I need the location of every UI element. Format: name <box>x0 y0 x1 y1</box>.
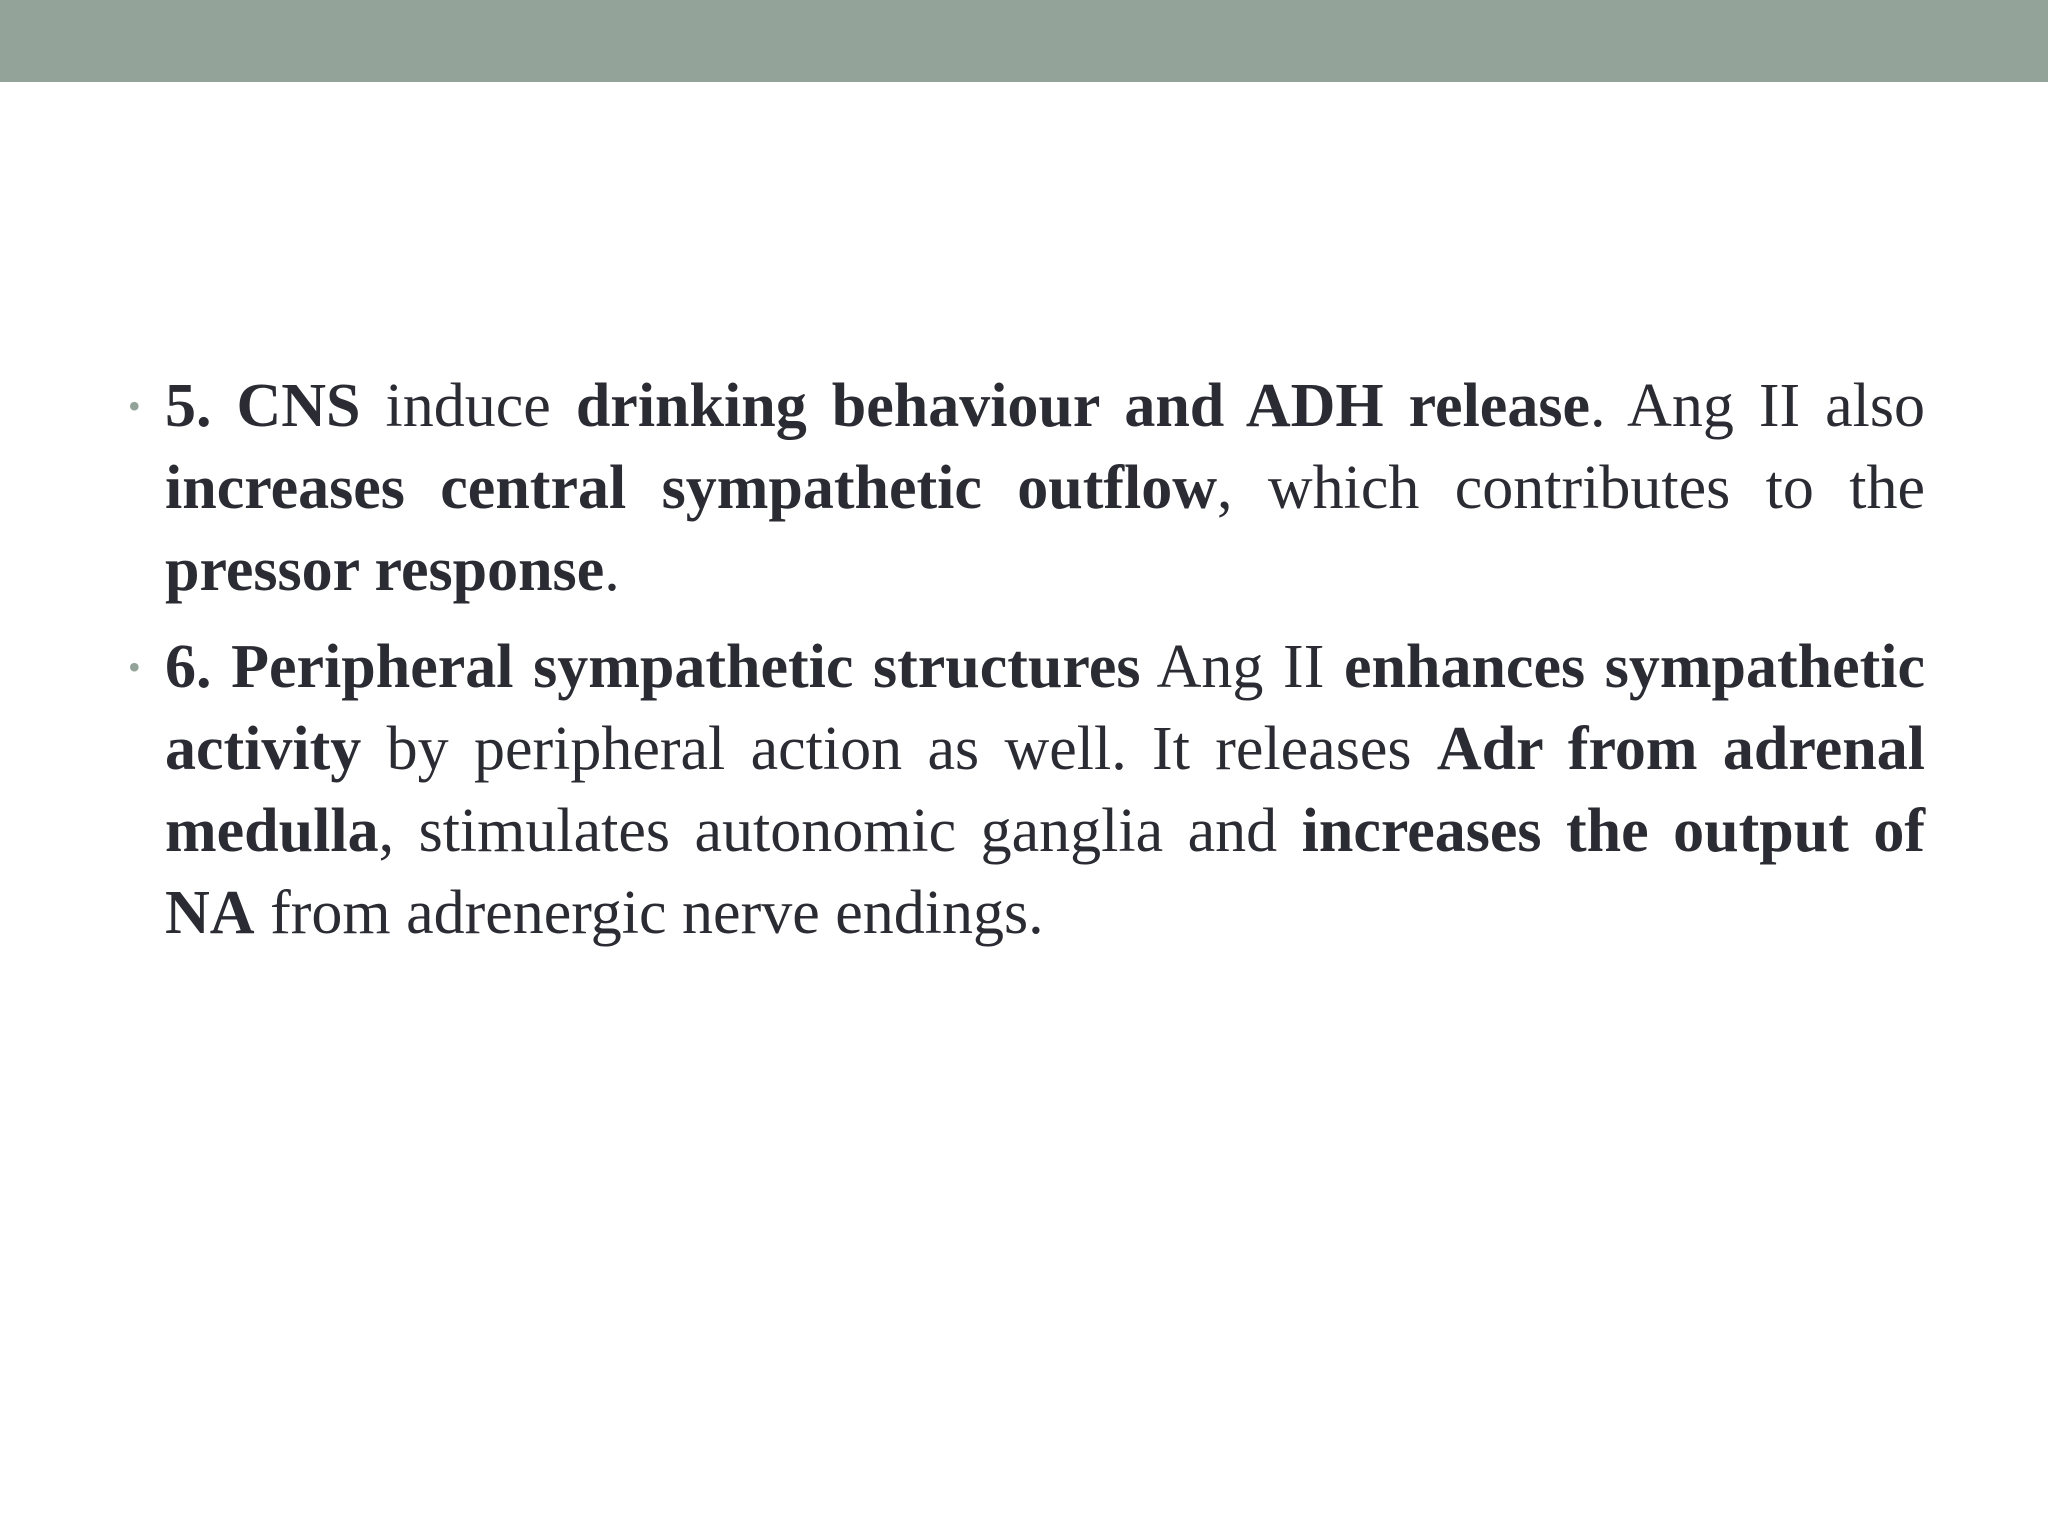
text-segment: from adrenergic nerve endings. <box>254 879 1044 947</box>
text-segment: increases the output of NA <box>165 797 1925 947</box>
text-segment: by peripheral action as well. It releases <box>361 715 1437 783</box>
text-segment: 6. Peripheral sympathetic structures <box>165 633 1141 701</box>
text-segment: induce <box>360 372 576 440</box>
text-segment: Ang II <box>1140 633 1344 701</box>
text-segment: , which contributes to the <box>1217 454 1925 522</box>
top-accent-bar <box>0 0 2048 82</box>
bullet-item-5 <box>120 365 1925 611</box>
slide-body <box>120 365 1925 969</box>
text-segment: 5. CNS <box>165 372 361 440</box>
text-segment: Adr from adrenal medulla <box>165 715 1925 865</box>
text-segment: . <box>604 536 620 604</box>
text-segment: , stimulates autonomic ganglia and <box>378 797 1302 865</box>
text-segment: pressor response <box>165 536 605 604</box>
text-segment: enhances sympathetic activity <box>165 633 1926 783</box>
text-segment: drinking behaviour and ADH release <box>575 372 1590 440</box>
bullet-dot-icon: • <box>128 386 141 426</box>
text-segment: . Ang II also <box>1589 372 1926 440</box>
text-segment: increases central sympathetic outflow <box>165 454 1218 522</box>
bullet-dot-icon: • <box>128 647 141 687</box>
bullet-item-6 <box>120 626 1925 954</box>
